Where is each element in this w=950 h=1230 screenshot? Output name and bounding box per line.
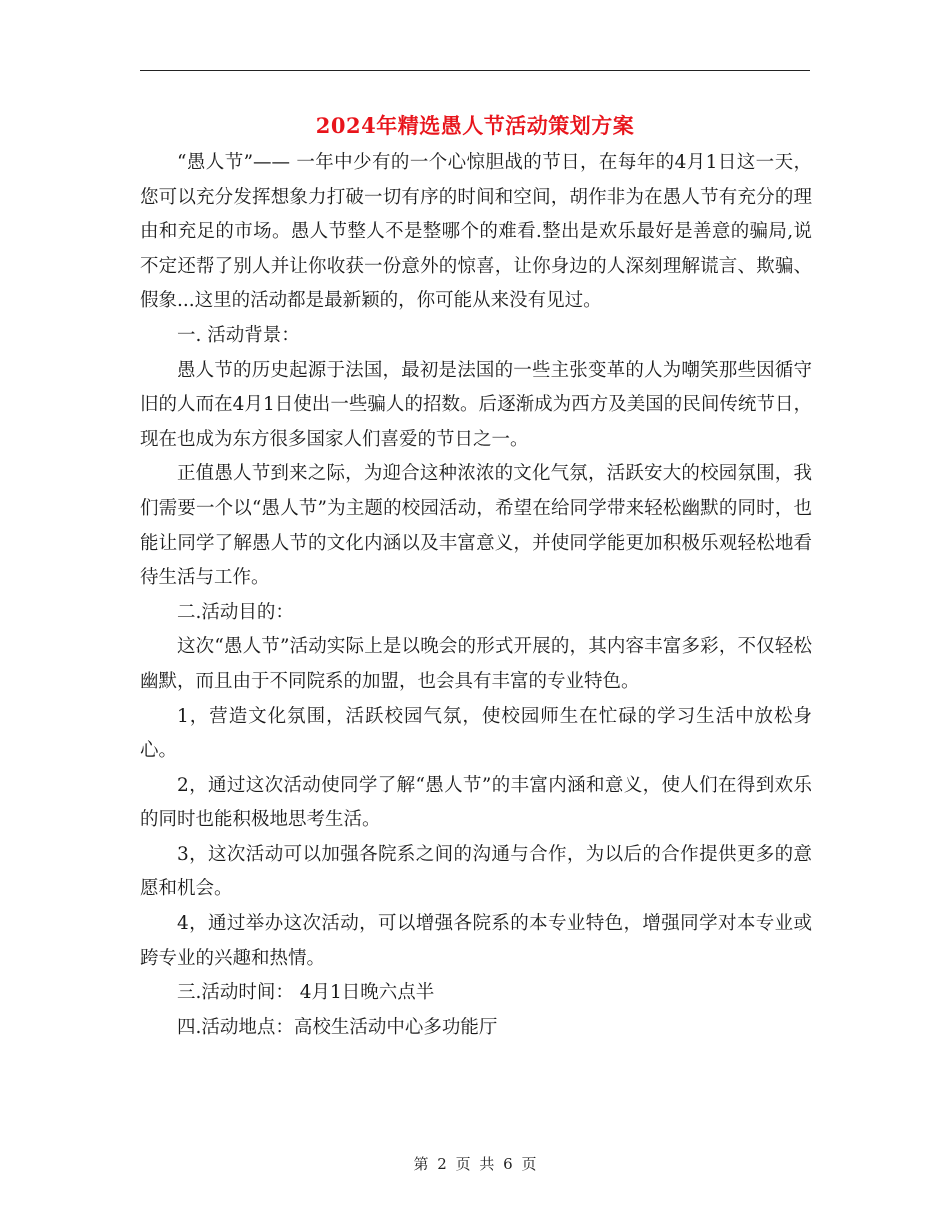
background-paragraph-2: 正值愚人节到来之际，为迎合这种浓浓的文化气氛，活跃安大的校园氛围，我们需要一个以“愚人节”为主题的校园活动，希望在给同学带来轻松幽默的同时，也能让同学了解愚人节的文化内涵以及丰富意义，并使同学能更加积极乐观轻松地看待生活与工作。	[140, 463, 812, 589]
page-footer: 第 2 页 共 6 页	[413, 1155, 537, 1173]
purpose-item-2: 2，通过这次活动使同学了解“愚人节”的丰富内涵和意义，使人们在得到欢乐的同时也能积极地思考生活。	[140, 774, 812, 831]
purpose-paragraph: 这次“愚人节”活动实际上是以晚会的形式开展的，其内容丰富多彩，不仅轻松幽默，而且由于不同院系的加盟，也会具有丰富的专业特色。	[140, 636, 812, 692]
purpose-item-3: 3，这次活动可以加强各院系之间的沟通与合作，为以后的合作提供更多的意愿和机会。	[140, 843, 812, 900]
purpose-item-4: 4，通过举办这次活动，可以增强各院系的本专业特色，增强同学对本专业或跨专业的兴趣和热情。	[140, 913, 812, 969]
document-body	[140, 146, 812, 1045]
section-heading-background: 一. 活动背景：	[177, 324, 300, 346]
section-activity-location: 四.活动地点：高校生活动中心多功能厅	[177, 1016, 498, 1038]
purpose-item-1: 1，营造文化氛围，活跃校园气氛，使校园师生在忙碌的学习生活中放松身心。	[140, 705, 812, 762]
intro-paragraph: “愚人节”—— 一年中少有的一个心惊胆战的节日，在每年的4月1日这一天，您可以充分发挥想象力打破一切有序的时间和空间，胡作非为在愚人节有充分的理由和充足的市场。愚人节整人不是整哪个的难看.整出是欢乐最好是善意的骗局,说不定还帮了别人并让你收获一份意外的惊喜，让你身边的人深刻理解谎言、欺骗、假象...这里的活动都是最新颖的，你可能从来没有见过。	[140, 152, 812, 312]
document-title: 2024年精选愚人节活动策划方案	[315, 113, 635, 138]
header-rule	[140, 70, 810, 71]
background-paragraph-1: 愚人节的历史起源于法国，最初是法国的一些主张变革的人为嘲笑那些因循守旧的人而在4月1日使出一些骗人的招数。后逐渐成为西方及美国的民间传统节日，现在也成为东方很多国家人们喜爱的节日之一。	[140, 359, 812, 450]
section-heading-purpose: 二.活动目的：	[177, 601, 294, 623]
section-activity-time: 三.活动时间： 4月1日晚六点半	[177, 982, 435, 1004]
